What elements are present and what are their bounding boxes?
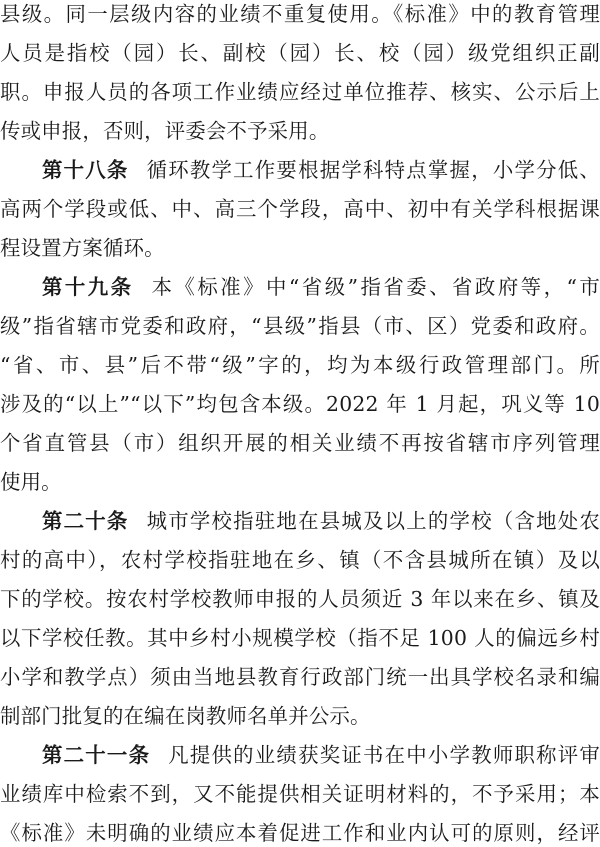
article-first-line bbox=[42, 741, 600, 769]
article-number: 第二十一条 bbox=[42, 743, 151, 767]
paragraph-line-text: 本《标准》中“省级”指省委、省政府等，“市 bbox=[151, 275, 600, 299]
paragraph-line: 小学和教学点）须由当地县教育行政部门统一出具学校名录和编 bbox=[0, 665, 600, 689]
paragraph-line: 程设置方案循环。 bbox=[0, 236, 165, 260]
article-first-line bbox=[42, 273, 600, 301]
paragraph-line: 使用。 bbox=[0, 470, 62, 494]
article-first-line bbox=[42, 156, 600, 184]
paragraph-line-text: 循环教学工作要根据学科特点掌握，小学分低、 bbox=[146, 158, 600, 182]
paragraph-line: 人员是指校（园）长、副校（园）长、校（园）级党组织正副 bbox=[0, 41, 600, 65]
paragraph-line: 《标准》未明确的业绩应本着促进工作和业内认可的原则，经评 bbox=[0, 821, 600, 845]
paragraph-line: “省、市、县”后不带“级”字的，均为本级行政管理部门。所 bbox=[0, 353, 600, 377]
paragraph-line: 涉及的“以上”“以下”均包含本级。2022 年 1 月起，巩义等 10 bbox=[0, 392, 600, 416]
paragraph-line: 业绩库中检索不到，又不能提供相关证明材料的，不予采用；本 bbox=[0, 782, 600, 806]
paragraph-line-text: 凡提供的业绩获奖证书在中小学教师职称评审 bbox=[168, 743, 600, 767]
paragraph-line: 级”指省辖市党委和政府，“县级”指县（市、区）党委和政府。 bbox=[0, 314, 600, 338]
paragraph-line: 下的学校。按农村学校教师申报的人员须近 3 年以来在乡、镇及 bbox=[0, 587, 600, 611]
paragraph-line-text: 城市学校指驻地在县城及以上的学校（含地处农 bbox=[146, 509, 600, 533]
article-number: 第二十条 bbox=[42, 509, 129, 533]
paragraph-line: 个省直管县（市）组织开展的相关业绩不再按省辖市序列管理 bbox=[0, 431, 600, 455]
paragraph-line: 县级。同一层级内容的业绩不重复使用。《标准》中的教育管理 bbox=[0, 2, 600, 26]
article-number: 第十九条 bbox=[42, 275, 134, 299]
article-number: 第十八条 bbox=[42, 158, 129, 182]
paragraph-line: 制部门批复的在编在岗教师名单并公示。 bbox=[0, 704, 371, 728]
paragraph-line: 以下学校任教。其中乡村小规模学校（指不足 100 人的偏远乡村 bbox=[0, 626, 600, 650]
article-first-line bbox=[42, 507, 600, 535]
paragraph-line: 传或申报，否则，评委会不予采用。 bbox=[0, 119, 330, 143]
paragraph-line: 村的高中），农村学校指驻地在乡、镇（不含县城所在镇）及以 bbox=[0, 548, 600, 572]
paragraph-line: 职。申报人员的各项工作业绩应经过单位推荐、核实、公示后上 bbox=[0, 80, 600, 104]
paragraph-line: 高两个学段或低、中、高三个学段，高中、初中有关学科根据课 bbox=[0, 197, 600, 221]
